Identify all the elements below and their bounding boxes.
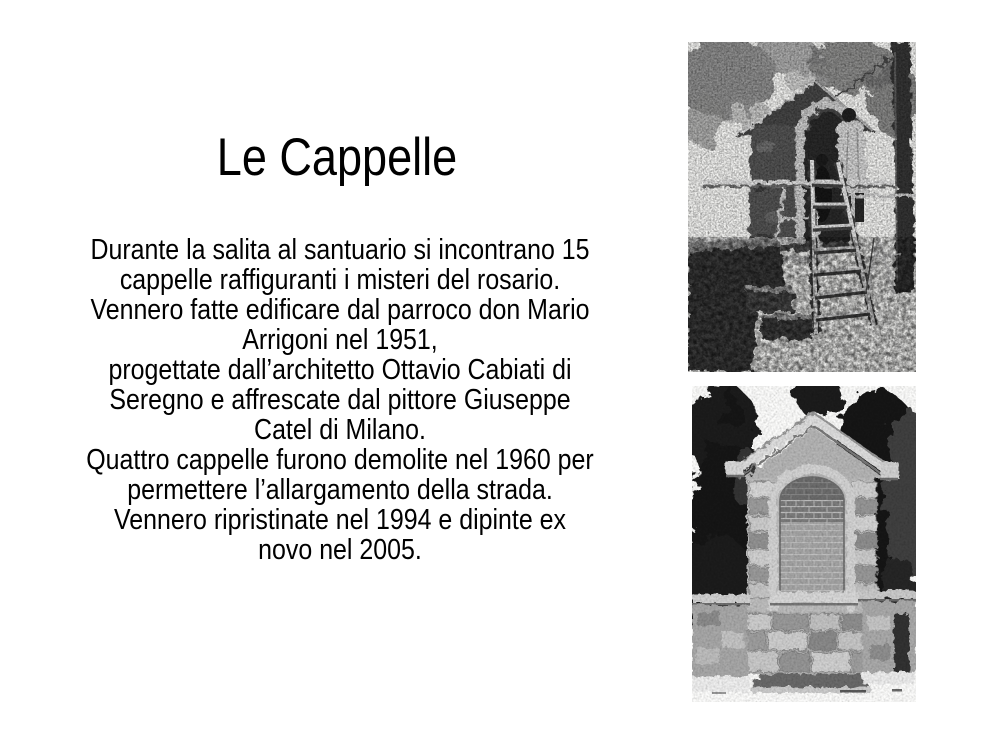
body-text-line: cappelle raffiguranti i misteri del rosario. <box>119 264 561 296</box>
chapel-construction-drawing <box>688 42 916 372</box>
body-text-line: progettate dall’architetto Ottavio Cabiati di <box>108 354 572 386</box>
body-text-line: Vennero ripristinate nel 1994 e dipinte ex <box>113 504 567 536</box>
body-text-line: novo nel 2005. <box>258 534 422 566</box>
film-grain <box>688 42 916 372</box>
body-text-line: Arrigoni nel 1951, <box>242 324 438 356</box>
body-text-line: Seregno e affrescate dal pittore Giuseppe <box>109 384 571 416</box>
film-grain <box>692 386 916 702</box>
body-text-line: Durante la salita al santuario si incontrano 15 <box>90 234 590 266</box>
body-text <box>82 235 598 565</box>
slide-title: Le Cappelle <box>216 127 458 187</box>
chapel-construction-photo <box>688 42 916 372</box>
body-text-line: Quattro cappelle furono demolite nel 1960 per <box>86 444 594 476</box>
body-text-line: Vennero fatte edificare dal parroco don Mario <box>90 294 590 326</box>
chapel-niche-drawing <box>692 386 916 702</box>
chapel-niche-photo <box>692 386 916 702</box>
body-text-line: permettere l’allargamento della strada. <box>127 474 553 506</box>
body-text-line: Catel di Milano. <box>254 414 426 446</box>
